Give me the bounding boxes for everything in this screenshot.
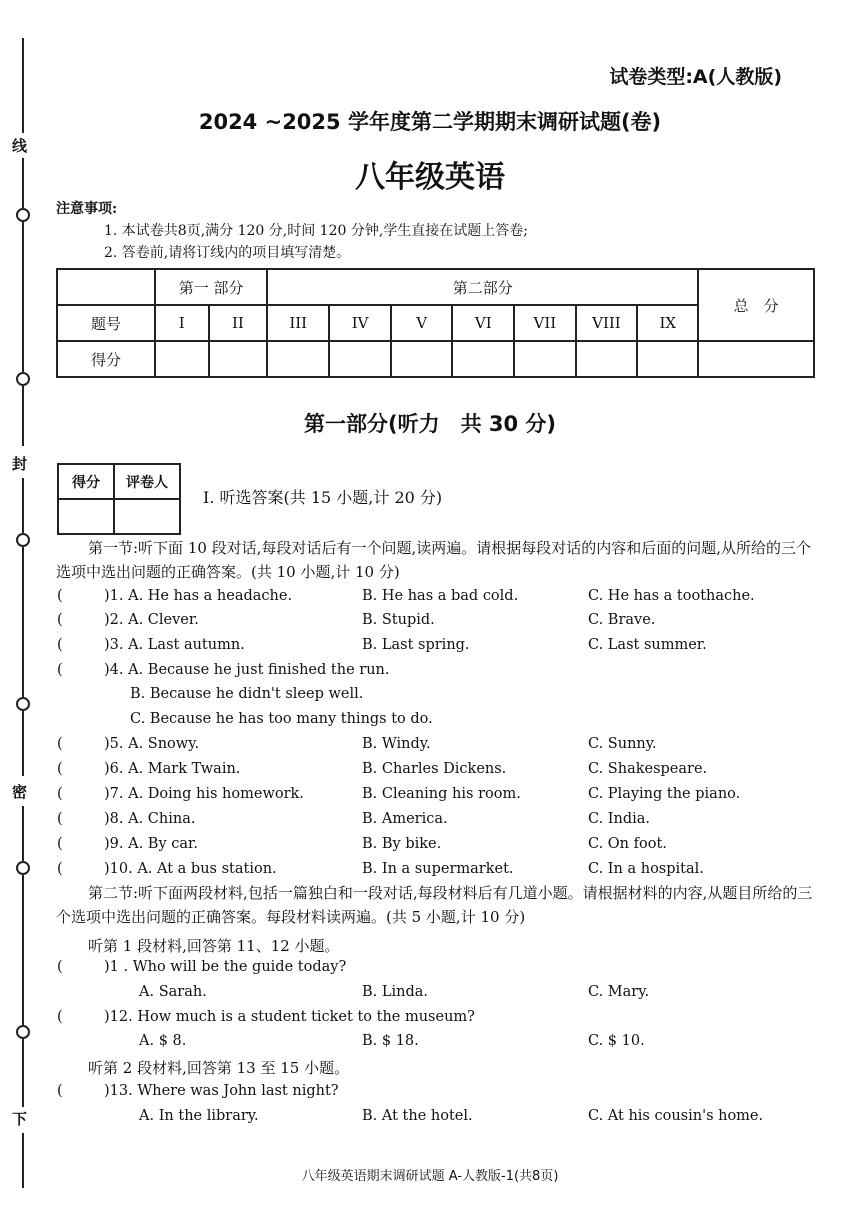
margin-circle: [16, 208, 30, 222]
option-a: A. $ 8.: [139, 1033, 187, 1049]
score-cell[interactable]: [576, 341, 638, 377]
score-cell[interactable]: [452, 341, 514, 377]
grader-box: [57, 463, 181, 535]
margin-char-xian: 线: [12, 137, 28, 155]
option-c: C. Because he has too many things to do.: [130, 711, 433, 727]
option-b: B. Stupid.: [362, 612, 435, 628]
material2-heading: [56, 1056, 816, 1080]
option-c: C. On foot.: [588, 836, 667, 852]
question-13: )13. Where was John last night?: [104, 1083, 339, 1099]
paper-type: 试卷类型:A(人教版): [609, 66, 782, 88]
question-6: )6. A. Mark Twain.: [104, 761, 241, 777]
question-2: )2. A. Clever.: [104, 612, 199, 628]
option-c: C. $ 10.: [588, 1033, 645, 1049]
answer-paren[interactable]: (: [57, 761, 63, 777]
row-label-number: 题号: [57, 305, 155, 341]
grader-reviewer-label: 评卷人: [114, 464, 180, 499]
grader-score-label: 得分: [58, 464, 114, 499]
score-cell[interactable]: [155, 341, 209, 377]
option-b: B. $ 18.: [362, 1033, 419, 1049]
margin-circle: [16, 861, 30, 875]
option-a: A. Sarah.: [139, 984, 207, 1000]
row-label-score: 得分: [57, 341, 155, 377]
answer-paren[interactable]: (: [57, 588, 63, 604]
option-c: C. Brave.: [588, 612, 656, 628]
option-a: A. In the library.: [139, 1108, 259, 1124]
answer-paren[interactable]: (: [57, 786, 63, 802]
option-c: C. Shakespeare.: [588, 761, 708, 777]
total-score-cell[interactable]: [698, 341, 814, 377]
answer-paren[interactable]: (: [57, 811, 63, 827]
part1-title: 第一部分(听力 共 30 分): [303, 412, 557, 436]
option-b: B. By bike.: [362, 836, 442, 852]
question-1: )1. A. He has a headache.: [104, 588, 293, 604]
answer-paren[interactable]: (: [57, 637, 63, 653]
material2-text: 听第 2 段材料,回答第 13 至 15 小题。: [88, 1059, 350, 1077]
total-header: 总 分: [698, 269, 814, 341]
score-cell[interactable]: [267, 341, 329, 377]
col-v: V: [391, 305, 452, 341]
exam-title: 2024 ~2025 学年度第二学期期末调研试题(卷): [198, 110, 662, 134]
col-vii: VII: [514, 305, 575, 341]
answer-paren[interactable]: (: [57, 662, 63, 678]
question-8: )8. A. China.: [104, 811, 196, 827]
option-b: B. At the hotel.: [362, 1108, 473, 1124]
margin-line: [22, 1039, 24, 1107]
col-iv: IV: [329, 305, 391, 341]
option-c: C. Last summer.: [588, 637, 707, 653]
option-c: C. India.: [588, 811, 651, 827]
option-b: B. Because he didn't sleep well.: [130, 686, 364, 702]
margin-circle: [16, 533, 30, 547]
section1-instruction-text: 第一节:听下面 10 段对话,每段对话后有一个问题,读两遍。请根据每段对话的内容和后面的问题,从所给的三个选项中选出问题的正确答案。(共 10 小题,计 10 分): [56, 539, 811, 581]
page-footer: 八年级英语期末调研试题 A-人教版-1(共8页): [301, 1169, 559, 1184]
grader-reviewer-cell[interactable]: [114, 499, 180, 534]
option-c: C. Playing the piano.: [588, 786, 741, 802]
option-b: B. Cleaning his room.: [362, 786, 521, 802]
option-c: C. Sunny.: [588, 736, 657, 752]
margin-line: [22, 547, 24, 697]
answer-paren[interactable]: (: [57, 736, 63, 752]
margin-line: [22, 222, 24, 372]
margin-char-xia: 下: [12, 1110, 28, 1128]
option-c: C. Mary.: [588, 984, 650, 1000]
score-cell[interactable]: [391, 341, 452, 377]
score-cell[interactable]: [514, 341, 575, 377]
material1-heading: [56, 934, 816, 958]
option-b: B. Charles Dickens.: [362, 761, 507, 777]
margin-line: [22, 875, 24, 1025]
col-vi: VI: [452, 305, 514, 341]
option-b: B. In a supermarket.: [362, 861, 514, 877]
question-12: )12. How much is a student ticket to the museum?: [104, 1009, 475, 1025]
margin-circle: [16, 372, 30, 386]
margin-line: [22, 711, 24, 776]
margin-circle: [16, 697, 30, 711]
answer-paren[interactable]: (: [57, 1083, 63, 1099]
margin-char-feng: 封: [12, 455, 28, 473]
option-c: C. He has a toothache.: [588, 588, 755, 604]
col-i: I: [155, 305, 209, 341]
answer-paren[interactable]: (: [57, 1009, 63, 1025]
score-cell[interactable]: [209, 341, 268, 377]
option-b: B. America.: [362, 811, 448, 827]
material1-text: 听第 1 段材料,回答第 11、12 小题。: [88, 937, 340, 955]
note-item: 2. 答卷前,请将订线内的项目填写清楚。: [104, 245, 351, 261]
part1-header: 第一 部分: [155, 269, 267, 305]
grader-score-cell[interactable]: [58, 499, 114, 534]
question-3: )3. A. Last autumn.: [104, 637, 245, 653]
answer-paren[interactable]: (: [57, 959, 63, 975]
section-title: I. 听选答案(共 15 小题,计 20 分): [203, 488, 443, 507]
subject-title: 八年级英语: [355, 160, 505, 195]
option-b: B. Linda.: [362, 984, 429, 1000]
score-table-corner: [57, 269, 155, 305]
option-b: B. He has a bad cold.: [362, 588, 519, 604]
question-9: )9. A. By car.: [104, 836, 198, 852]
question-5: )5. A. Snowy.: [104, 736, 200, 752]
score-cell[interactable]: [329, 341, 391, 377]
option-c: C. In a hospital.: [588, 861, 704, 877]
option-b: B. Last spring.: [362, 637, 470, 653]
question-4: )4. A. Because he just finished the run.: [104, 662, 390, 678]
section1-instruction: [56, 536, 816, 584]
part2-header: 第二部分: [267, 269, 698, 305]
col-iii: III: [267, 305, 329, 341]
option-c: C. At his cousin's home.: [588, 1108, 764, 1124]
notes-heading: 注意事项:: [56, 201, 118, 217]
note-item: 1. 本试卷共8页,满分 120 分,时间 120 分钟,学生直接在试题上答卷;: [104, 223, 529, 239]
option-b: B. Windy.: [362, 736, 431, 752]
answer-paren[interactable]: (: [57, 836, 63, 852]
question-10: )10. A. At a bus station.: [104, 861, 277, 877]
margin-line: [22, 478, 24, 533]
score-table: [56, 268, 815, 378]
section2-instruction: [56, 881, 816, 929]
answer-paren[interactable]: (: [57, 861, 63, 877]
margin-line: [22, 806, 24, 861]
question-7: )7. A. Doing his homework.: [104, 786, 304, 802]
answer-paren[interactable]: (: [57, 612, 63, 628]
col-ix: IX: [637, 305, 698, 341]
margin-circle: [16, 1025, 30, 1039]
section2-instruction-text: 第二节:听下面两段材料,包括一篇独白和一段对话,每段材料后有几道小题。请根据材料的内容,从题目所给的三个选项中选出问题的正确答案。每段材料读两遍。(共 5 小题,计 10 分): [56, 884, 813, 926]
col-ii: II: [209, 305, 268, 341]
score-cell[interactable]: [637, 341, 698, 377]
margin-char-mi: 密: [12, 783, 28, 801]
question-11: )1 . Who will be the guide today?: [104, 959, 347, 975]
col-viii: VIII: [576, 305, 638, 341]
